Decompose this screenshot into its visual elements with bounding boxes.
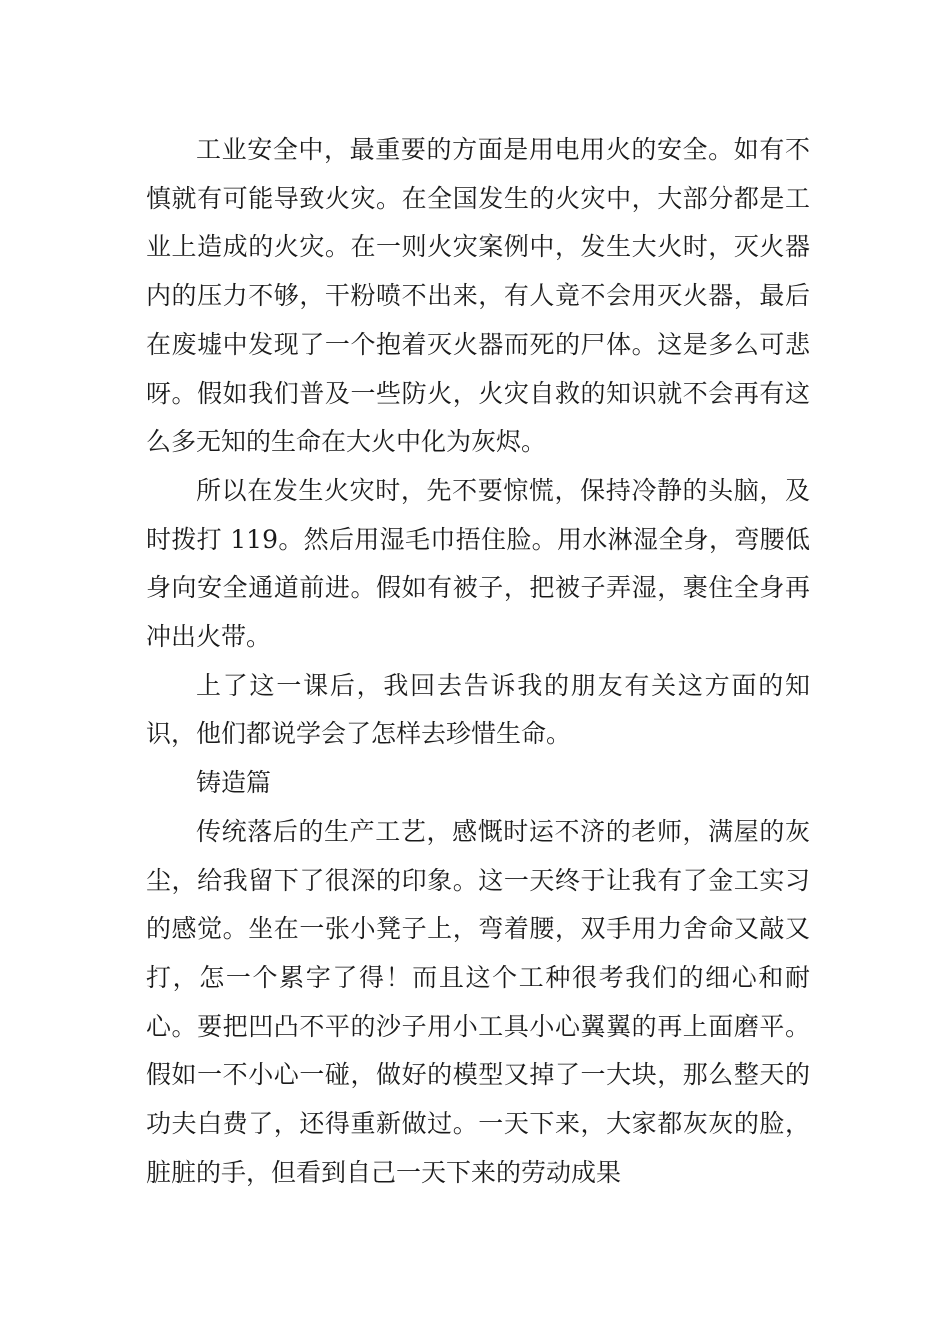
paragraph-fire-safety: 工业安全中，最重要的方面是用电用火的安全。如有不慎就有可能导致火灾。在全国发生的火灾中，大部分都是工业上造成的火灾。在一则火灾案例中，发生大火时，灭火器内的压力不够，干粉喷不出来，有人竟不会用灭火器，最后在废墟中发现了一个抱着灭火器而死的尸体。这是多么可悲呀。假如我们普及一些防火，火灾自救的知识就不会再有这么多无知的生命在大火中化为灰烬。 xyxy=(146,135,810,457)
document-body xyxy=(146,126,810,1197)
paragraph-lesson-learned: 上了这一课后，我回去告诉我的朋友有关这方面的知识，他们都说学会了怎样去珍惜生命。 xyxy=(146,670,810,749)
paragraph-casting: 传统落后的生产工艺，感慨时运不济的老师，满屋的灰尘，给我留下了很深的印象。这一天终于让我有了金工实习的感觉。坐在一张小凳子上，弯着腰，双手用力舍命又敲又打，怎一个累字了得！而且这个工种很考我们的细心和耐心。要把凹凸不平的沙子用小工具小心翼翼的再上面磨平。假如一不小心一碰，做好的模型又掉了一大块，那么整天的功夫白费了，还得重新做过。一天下来，大家都灰灰的脸，脏脏的手，但看到自己一天下来的劳动成果 xyxy=(146,816,810,1187)
section-heading-casting: 铸造篇 xyxy=(196,768,272,798)
paragraph-fire-response: 所以在发生火灾时，先不要惊慌，保持冷静的头脑，及时拨打 119。然后用湿毛巾捂住脸。用水淋湿全身，弯腰低身向安全通道前进。假如有被子，把被子弄湿，裹住全身再冲出火带。 xyxy=(146,475,810,652)
